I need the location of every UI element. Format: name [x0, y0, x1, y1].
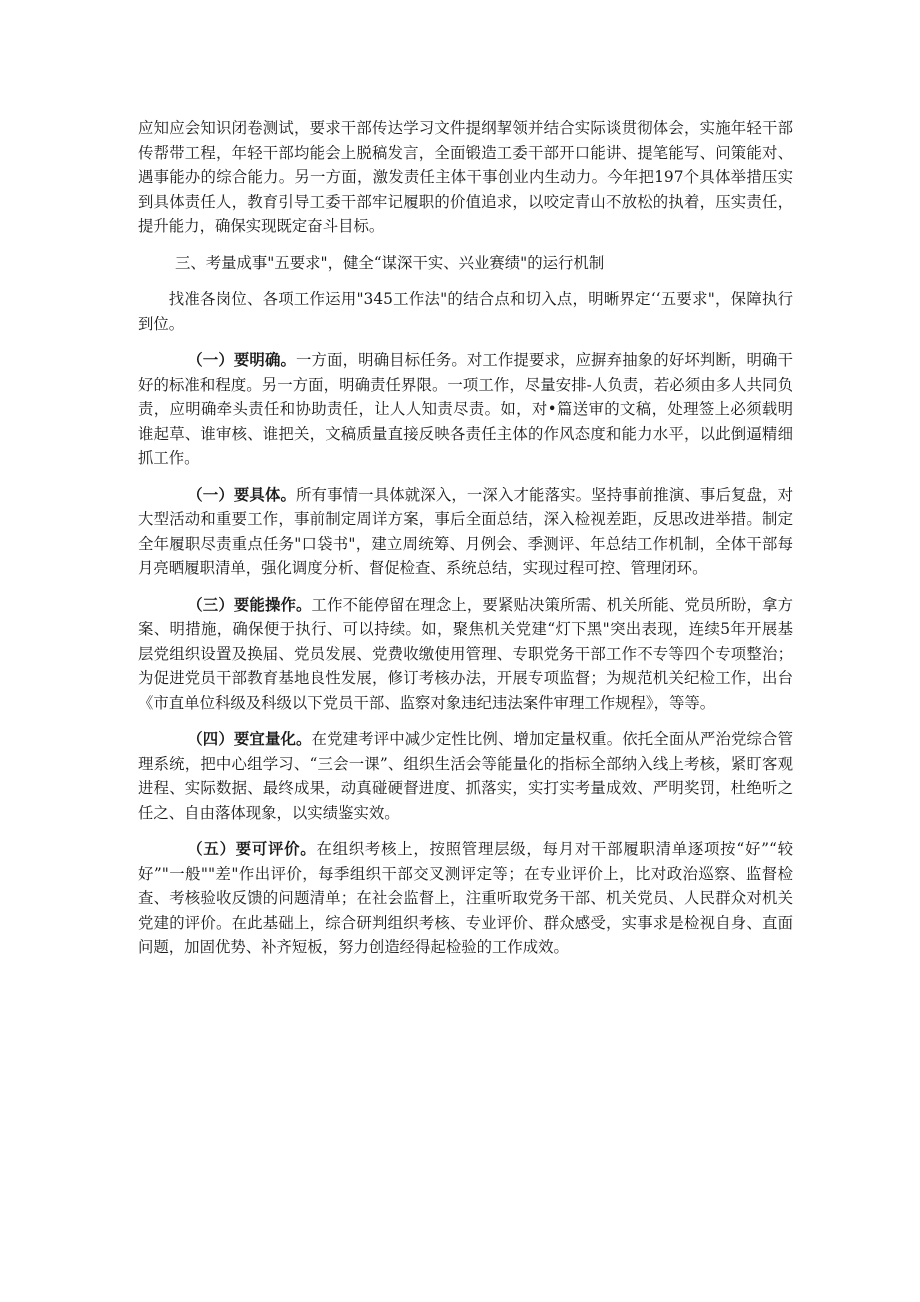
intro-paragraph: 应知应会知识闭卷测试，要求干部传达学习文件提纲挈领并结合实际谈贯彻体会，实施年轻干部传帮带工程，年轻干部均能会上脱稿发言，全面锻造工委干部开口能讲、提笔能写、问策能对、遇事能办的综合能力。另一方面，激发责任主体干事创业内生动力。今年把197个具体举措压实到具体责任人，教育引导工委干部牢记履职的价值追求，以咬定青山不放松的执着，压实责任，提升能力，确保实现既定奋斗目标。: [138, 119, 793, 235]
item-lead-2: （一）要具体。: [187, 485, 297, 504]
item-paragraph-1: [138, 348, 793, 471]
document-body: [138, 116, 793, 972]
item-lead-5: （五）要可评价。: [187, 840, 317, 858]
item-body-5: 在组织考核上，按照管理层级，每月对干部履职清单逐项按“好”“较好”"一般""差"作出评价，每季组织干部交叉测评定等；在专业评价上，比对政治巡察、监督检查、考核验收反馈的问题清单；在社会监督上，注重听取党务干部、机关党员、人民群众对机关党建的评价。在此基础上，综合研判组织考核、专业评价、群众感受，实事求是检视自身、直面问题，加固优势、补齐短板，努力创造经得起检验的工作成效。: [138, 840, 793, 956]
item-paragraph-5: [138, 837, 793, 960]
item-lead-1: （一）要明确。: [187, 351, 297, 369]
item-lead-3: （三）要能操作。: [187, 595, 312, 614]
item-body-2: 所有事情一具体就深入，一深入才能落实。坚持事前推演、事后复盘，对大型活动和重要工作，事前制定周详方案，事后全面总结，深入检视差距，反思改进举措。制定全年履职尽责重点任务"口袋书"，建立周统筹、月例会、季测评、年总结工作机制，全体干部每月亮晒履职清单，强化调度分析、督促检查、系统总结，实现过程可控、管理闭环。: [138, 485, 793, 577]
item-paragraph-4: [138, 727, 793, 825]
item-lead-4: （四）要宜量化。: [187, 730, 312, 748]
section-heading: 三、考量成事"五要求"，健全“谋深干实、兴业赛绩"的运行机制: [174, 253, 605, 272]
item-body-1: 一方面，明确目标任务。对工作提要求，应摒弃抽象的好坏判断，明确干好的标准和程度。另一方面，明确责任界限。一项工作，尽量安排-人负责，若必须由多人共同负责，应明确牵头责任和协助责任，让人人知责尽责。如，对•篇送审的文稿，处理签上必须载明谁起草、谁审核、谁把关，文稿质量直接反映各责任主体的作风态度和能力水平，以此倒逼精细抓工作。: [138, 351, 793, 467]
item-body-4: 在党建考评中减少定性比例、增加定量权重。依托全面从严治党综合管理系统，把中心组学习、“三会一课”、组织生活会等能量化的指标全部纳入线上考核，紧盯客观进程、实际数据、最终成果，动真碰硬督进度、抓落实，实打实考量成效、严明奖罚，杜绝听之任之、自由落体现象，以实绩鉴实效。: [138, 730, 793, 822]
item-paragraph-3: [138, 593, 793, 716]
section-intro-paragraph: 找准各岗位、各项工作运用"345工作法"的结合点和切入点，明晰界定‘‘五要求"，保障执行到位。: [138, 290, 793, 333]
item-paragraph-2: [138, 483, 793, 581]
item-body-3: 工作不能停留在理念上，要紧贴决策所需、机关所能、党员所盼，拿方案、明措施，确保便于执行、可以持续。如，聚焦机关党建“灯下黑"突出表现，连续5年开展基层党组织设置及换届、党员发展、党费收缴使用管理、专职党务干部工作不专等四个专项整治；为促进党员干部教育基地良性发展，修订考核办法，开展专项监督；为规范机关纪检工作，出台《市直单位科级及科级以下党员干部、监察对象违纪违法案件审理工作规程》，等等。: [138, 595, 793, 712]
